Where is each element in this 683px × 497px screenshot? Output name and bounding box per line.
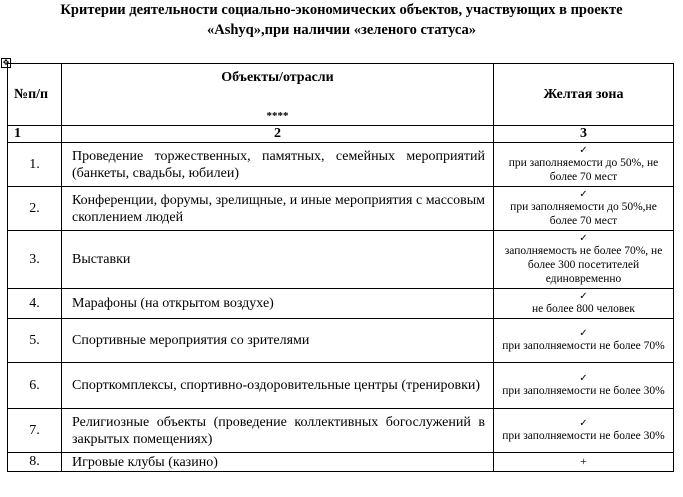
row-object: Проведение торжественных, памятных, семейных мероприятий (банкеты, свадьбы, юбилеи) xyxy=(62,143,494,187)
row-zone xyxy=(494,319,674,363)
row-zone xyxy=(494,289,674,319)
row-zone xyxy=(494,143,674,187)
header-objects-label: Объекты/отрасли xyxy=(221,70,334,85)
table-move-handle-icon[interactable]: ✥ xyxy=(2,58,10,67)
row-zone-text: при заполняемости до 50%,не более 70 мест xyxy=(510,200,657,227)
check-icon: ✓ xyxy=(579,144,588,156)
row-zone-text: не более 800 человек xyxy=(532,302,635,315)
row-zone-text: при заполняемости не более 30% xyxy=(502,429,665,442)
title-line-1: Критерии деятельности социально-экономических объектов, участвующих в проекте xyxy=(60,2,623,18)
row-zone xyxy=(494,363,674,409)
row-number: 8. xyxy=(8,453,62,472)
row-object: Конференции, форумы, зрелищные, и иные мероприятия с массовым скоплением людей xyxy=(62,187,494,231)
table-row xyxy=(8,187,674,231)
row-zone: + xyxy=(494,453,674,472)
row-object: Выставки xyxy=(62,231,494,289)
row-zone-text: при заполняемости не более 70% xyxy=(502,339,665,352)
row-zone xyxy=(494,409,674,453)
column-number-2: 2 xyxy=(62,126,494,143)
table-row xyxy=(8,143,674,187)
row-object: Игровые клубы (казино) xyxy=(62,453,494,472)
table-row xyxy=(8,289,674,319)
row-object: Спортивные мероприятия со зрителями xyxy=(62,319,494,363)
table-row xyxy=(8,453,674,472)
column-number-row xyxy=(8,126,674,143)
row-zone xyxy=(494,231,674,289)
check-icon: ✓ xyxy=(579,327,588,339)
row-number: 1. xyxy=(8,143,62,187)
check-icon: ✓ xyxy=(579,417,588,429)
table-row xyxy=(8,363,674,409)
table-row xyxy=(8,231,674,289)
header-objects xyxy=(62,64,494,126)
row-number: 5. xyxy=(8,319,62,363)
row-number: 2. xyxy=(8,187,62,231)
column-number-3: 3 xyxy=(494,126,674,143)
row-number: 7. xyxy=(8,409,62,453)
document-title xyxy=(0,0,683,40)
row-zone-text: заполняемость не более 70%, не более 300 посетителей единовременно xyxy=(504,244,663,285)
row-object: Марафоны (на открытом воздухе) xyxy=(62,289,494,319)
row-zone-text: при заполняемости до 50%, не более 70 мест xyxy=(508,156,659,183)
check-icon: ✓ xyxy=(579,372,588,384)
row-number: 3. xyxy=(8,231,62,289)
row-number: 4. xyxy=(8,289,62,319)
table-row xyxy=(8,319,674,363)
title-line-2: «Ashyq»,при наличии «зеленого статуса» xyxy=(207,22,476,38)
check-icon: ✓ xyxy=(579,290,588,302)
header-zone: Желтая зона xyxy=(494,64,674,126)
row-zone xyxy=(494,187,674,231)
column-number-1: 1 xyxy=(8,126,62,143)
check-icon: ✓ xyxy=(579,188,588,200)
row-object: Религиозные объекты (проведение коллективных богослужений в закрытых помещениях) xyxy=(62,409,494,453)
header-num: №п/п xyxy=(8,64,62,126)
row-zone-text: при заполняемости не более 30% xyxy=(502,384,665,397)
row-number: 6. xyxy=(8,363,62,409)
criteria-table xyxy=(7,63,674,472)
check-icon: ✓ xyxy=(579,232,588,244)
row-object: Спорткомплексы, спортивно-оздоровительные центры (тренировки) xyxy=(62,363,494,409)
header-objects-stars: **** xyxy=(266,110,289,122)
table-row xyxy=(8,409,674,453)
table-header-row xyxy=(8,64,674,126)
